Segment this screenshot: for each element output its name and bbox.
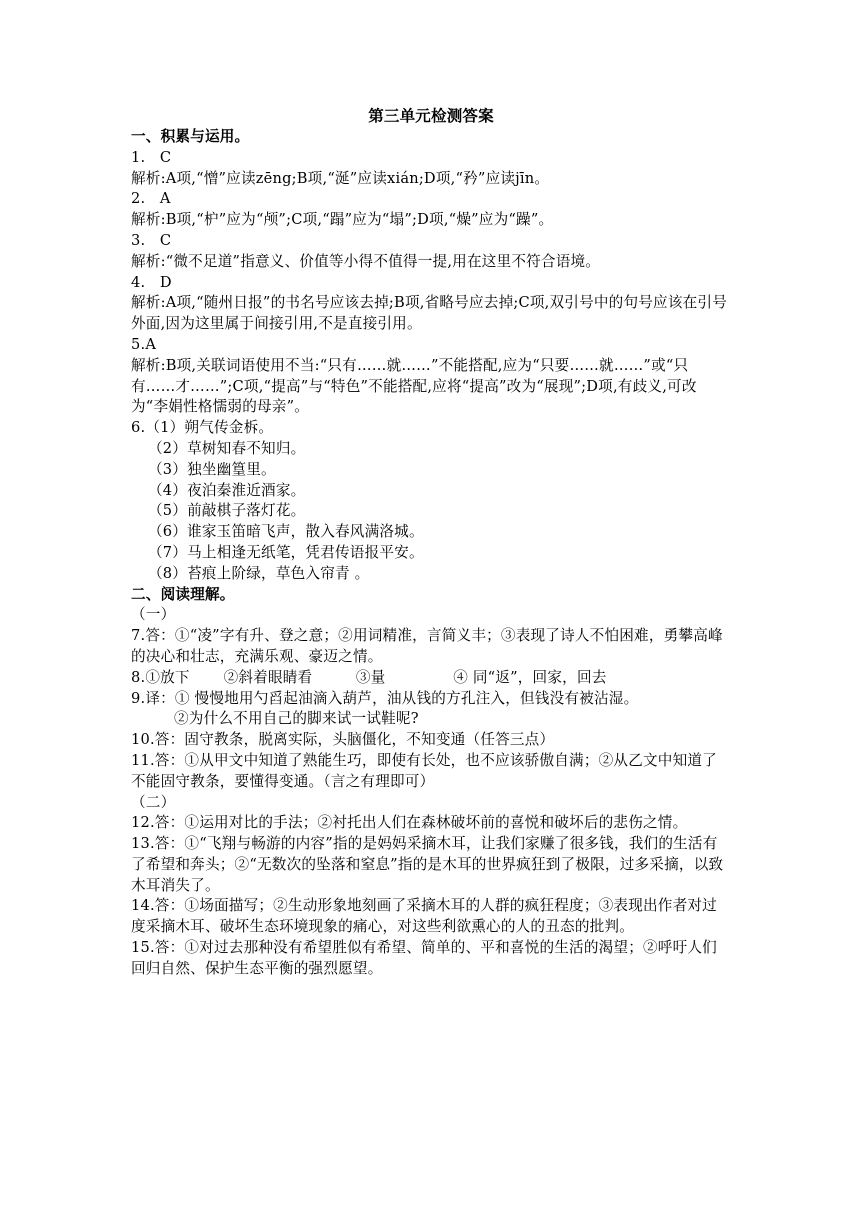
explanation-5: 解析:B项,关联词语使用不当:“只有……就……”不能搭配,应为“只要……就……”或“只有……才……”;C项,“提高”与“特色”不能搭配,应将“提高”改为“展现”;D项,有歧义,可改为“李娟性格懦弱的母亲”。	[131, 356, 697, 416]
explanation-2: 解析:B项,“枦”应为“颅”;C项,“蹋”应为“塌”;D项,“燥”应为“躁”。	[131, 211, 554, 229]
answer-12: 12.答：①运用对比的手法；②衬托出人们在森林破坏前的喜悦和破坏后的悲伤之情。	[131, 814, 688, 832]
answer-4: 4. D	[131, 273, 172, 291]
explanation-4: 解析:A项,“随州日报”的书名号应该去掉;B项,省略号应去掉;C项,双引号中的句号应该在引号外面,因为这里属于间接引用,不是直接引用。	[131, 294, 728, 333]
answer-5: 5.A	[131, 335, 157, 353]
answer-8: 8.①放下 ②斜着眼睛看 ③量 ④ 同“返”，回家，回去	[131, 668, 607, 686]
answer-6-item: （5）前敲棋子落灯花。	[148, 502, 306, 520]
answer-6-item: （4）夜泊秦淮近酒家。	[148, 481, 306, 499]
answer-2: 2. A	[131, 190, 171, 208]
answer-6-item-1: 6.（1）朔气传金柝。	[131, 419, 274, 437]
explanation-3: 解析:“微不足道”指意义、价值等小得不值得一提,用在这里不符合语境。	[131, 252, 601, 270]
answer-10: 10.答：固守教条，脱离实际，头脑僵化，不知变通（任答三点）	[131, 731, 555, 749]
answer-11: 11.答：①从甲文中知道了熟能生巧，即使有长处，也不应该骄傲自满；②从乙文中知道了不能固守教条，要懂得变通。（言之有理即可）	[131, 751, 717, 790]
reading-part-2-label: （二）	[131, 793, 176, 811]
page-title: 第三单元检测答案	[368, 106, 494, 125]
answer-6-item: （8）苔痕上阶绿，草色入帘青 。	[148, 564, 370, 582]
answer-1: 1. C	[131, 148, 172, 166]
answer-6-item: （6）谁家玉笛暗飞声，散入春风满洛城。	[148, 523, 424, 541]
answer-7: 7.答：①“凌”字有升、登之意；②用词精准，言简义丰；③表现了诗人不怕困难，勇攀高峰的决心和壮志，充满乐观、豪迈之情。	[131, 627, 723, 665]
answer-6-item: （2）草树知春不知归。	[148, 439, 306, 457]
answer-15: 15.答：①对过去那种没有希望胜似有希望、简单的、平和喜悦的生活的渴望；②呼吁人们回归自然、保护生态平衡的强烈愿望。	[131, 939, 717, 977]
section-heading-accumulation: 一、积累与运用。	[131, 128, 250, 145]
answer-9-line-1: 9.译：① 慢慢地用勺舀起油滴入葫芦，油从钱的方孔注入，但钱没有被沾湿。	[131, 689, 639, 707]
answer-3: 3. C	[131, 231, 172, 249]
answer-6-item: （7）马上相逢无纸笔，凭君传语报平安。	[148, 543, 424, 561]
answer-6-item: （3）独坐幽篁里。	[148, 460, 276, 478]
reading-part-1-label: （一）	[131, 606, 176, 624]
section-heading-reading: 二、阅读理解。	[131, 585, 235, 603]
answer-14: 14.答：①场面描写；②生动形象地刻画了采摘木耳的人群的疯狂程度；③表现出作者对过度采摘木耳、破坏生态环境现象的痛心，对这些利欲熏心的人的丑态的批判。	[131, 897, 717, 936]
answer-9-line-2: ②为什么不用自己的脚来试一试鞋呢?	[174, 710, 419, 728]
answer-key-content	[131, 106, 731, 980]
answer-13: 13.答：①“飞翔与畅游的内容”指的是妈妈采摘木耳，让我们家赚了很多钱，我们的生活有了希望和奔头；②“无数次的坠落和窒息”指的是木耳的世界疯狂到了极限，过多采摘，以致木耳消失了。	[131, 835, 724, 894]
explanation-1: 解析:A项,“憎”应读zēng;B项,“涎”应读xián;D项,“矜”应读jīn。	[131, 169, 550, 187]
